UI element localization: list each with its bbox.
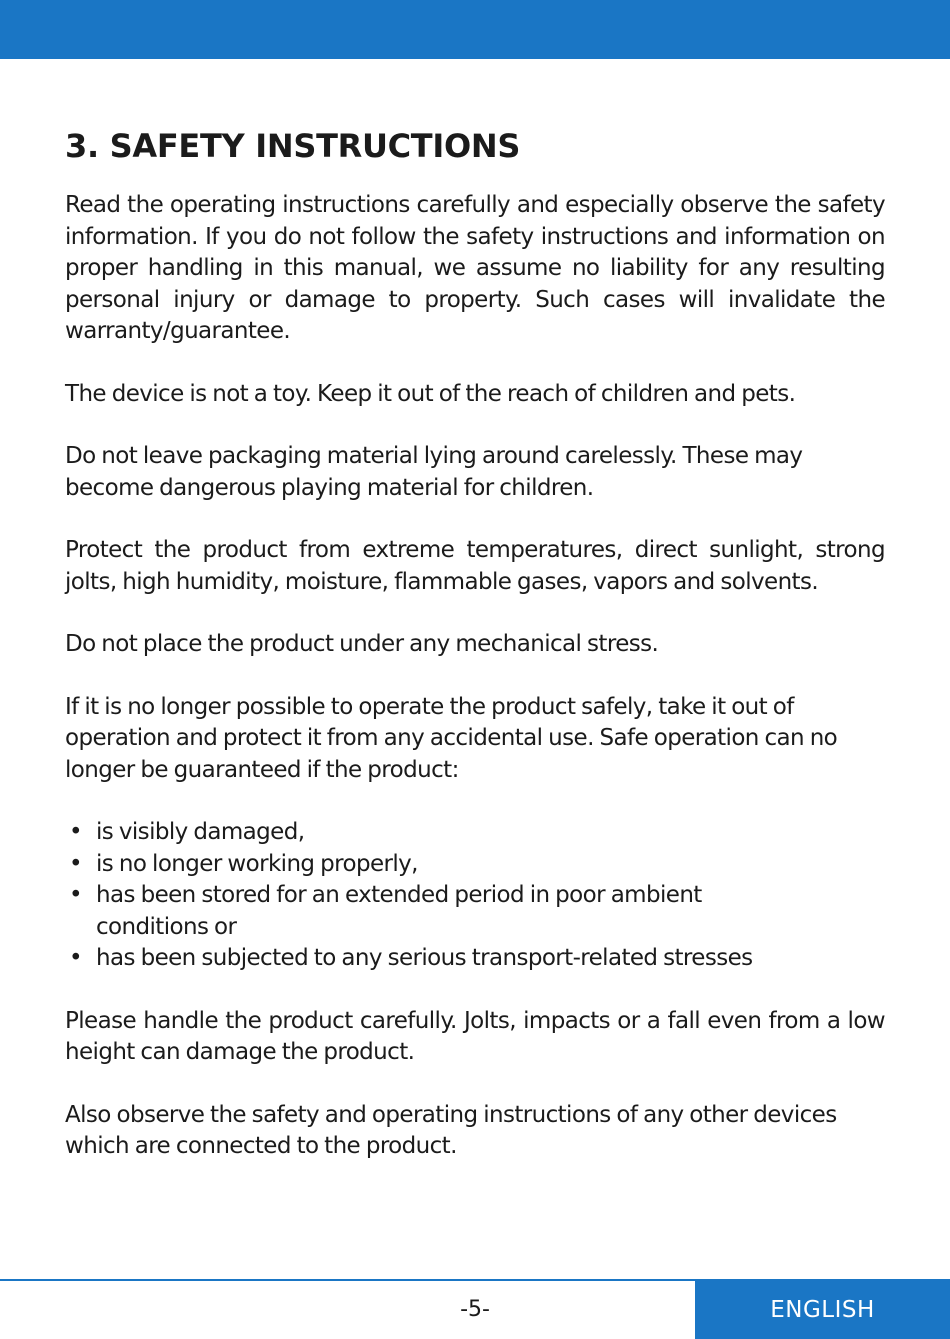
handling-paragraph: Please handle the product carefully. Jolts, impacts or a fall even from a low height can damage the product. xyxy=(65,1007,885,1065)
list-item xyxy=(65,849,816,881)
safe-operation-paragraph: If it is no longer possible to operate the product safely, take it out of operation and protect it from any accidental use. Safe operation can no longer be guaranteed if the product: xyxy=(65,693,838,783)
list-item xyxy=(65,943,816,975)
list-item-text: is no longer working properly, xyxy=(96,850,418,877)
bullet-icon: • xyxy=(69,819,82,845)
mechanical-stress-paragraph: Do not place the product under any mechanical stress. xyxy=(65,631,659,657)
connected-devices-paragraph: Also observe the safety and operating instructions of any other devices which are connected to the product. xyxy=(65,1101,837,1159)
list-item-text: has been subjected to any serious transport-related stresses xyxy=(96,945,753,971)
intro-paragraph: Read the operating instructions carefully and especially observe the safety information. If you do not follow the safety instructions and information on proper handling in this manual, we assume no liability for any resulting personal injury or damage to property. Such cases will invalidate the warranty/guarantee. xyxy=(65,192,885,344)
section-title: 3. SAFETY INSTRUCTIONS xyxy=(65,127,521,165)
list-item xyxy=(65,817,816,849)
bullet-icon: • xyxy=(69,945,82,971)
bullet-icon: • xyxy=(69,850,82,877)
list-item-text: has been stored for an extended period in poor ambient conditions or xyxy=(96,882,702,940)
language-label: ENGLISH xyxy=(695,1281,950,1339)
toy-warning-paragraph: The device is not a toy. Keep it out of the reach of children and pets. xyxy=(65,380,796,407)
list-item-text: is visibly damaged, xyxy=(96,819,305,845)
page-number: -5- xyxy=(460,1297,490,1322)
bullet-icon: • xyxy=(69,882,82,908)
packaging-warning-paragraph: Do not leave packaging material lying around carelessly. These may become dangerous playing material for children. xyxy=(65,443,803,501)
list-item xyxy=(65,880,816,943)
header-bar xyxy=(0,0,950,59)
safety-instructions-section xyxy=(65,122,885,1194)
unsafe-conditions-list xyxy=(65,817,885,975)
environment-warning-paragraph: Protect the product from extreme temperatures, direct sunlight, strong jolts, high humidity, moisture, flammable gases, vapors and solvents. xyxy=(65,537,885,595)
